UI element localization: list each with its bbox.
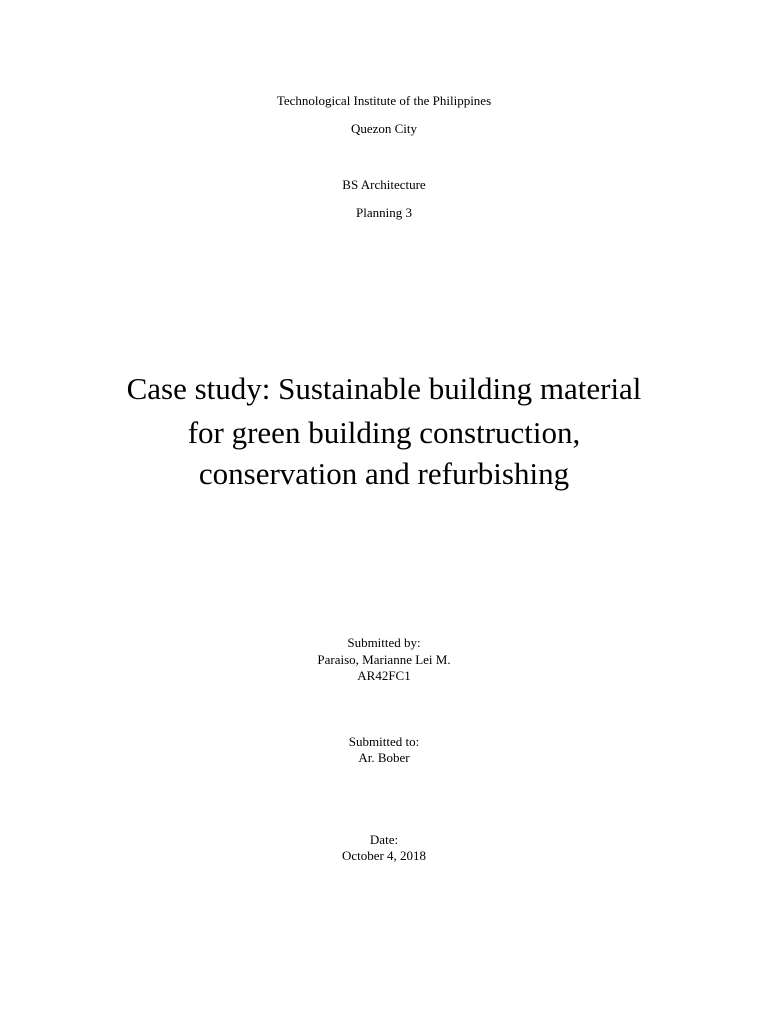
institution-city: Quezon City — [350, 121, 418, 136]
institution-name: Technological Institute of the Philippines — [276, 93, 492, 108]
submitted-to-label: Submitted to: — [348, 734, 420, 749]
instructor-name: Ar. Bober — [358, 750, 410, 765]
date-value: October 4, 2018 — [341, 848, 427, 863]
document-title-line-2: for green building construction, — [187, 415, 581, 450]
course-name: Planning 3 — [356, 205, 412, 220]
student-section: AR42FC1 — [357, 668, 411, 683]
document-title-line-3: conservation and refurbishing — [198, 456, 570, 491]
document-title-line-1: Case study: Sustainable building material — [126, 371, 642, 406]
submitted-by-label: Submitted by: — [347, 635, 421, 650]
program-name: BS Architecture — [342, 177, 426, 192]
student-name: Paraiso, Marianne Lei M. — [317, 652, 451, 667]
date-label: Date: — [369, 832, 399, 847]
